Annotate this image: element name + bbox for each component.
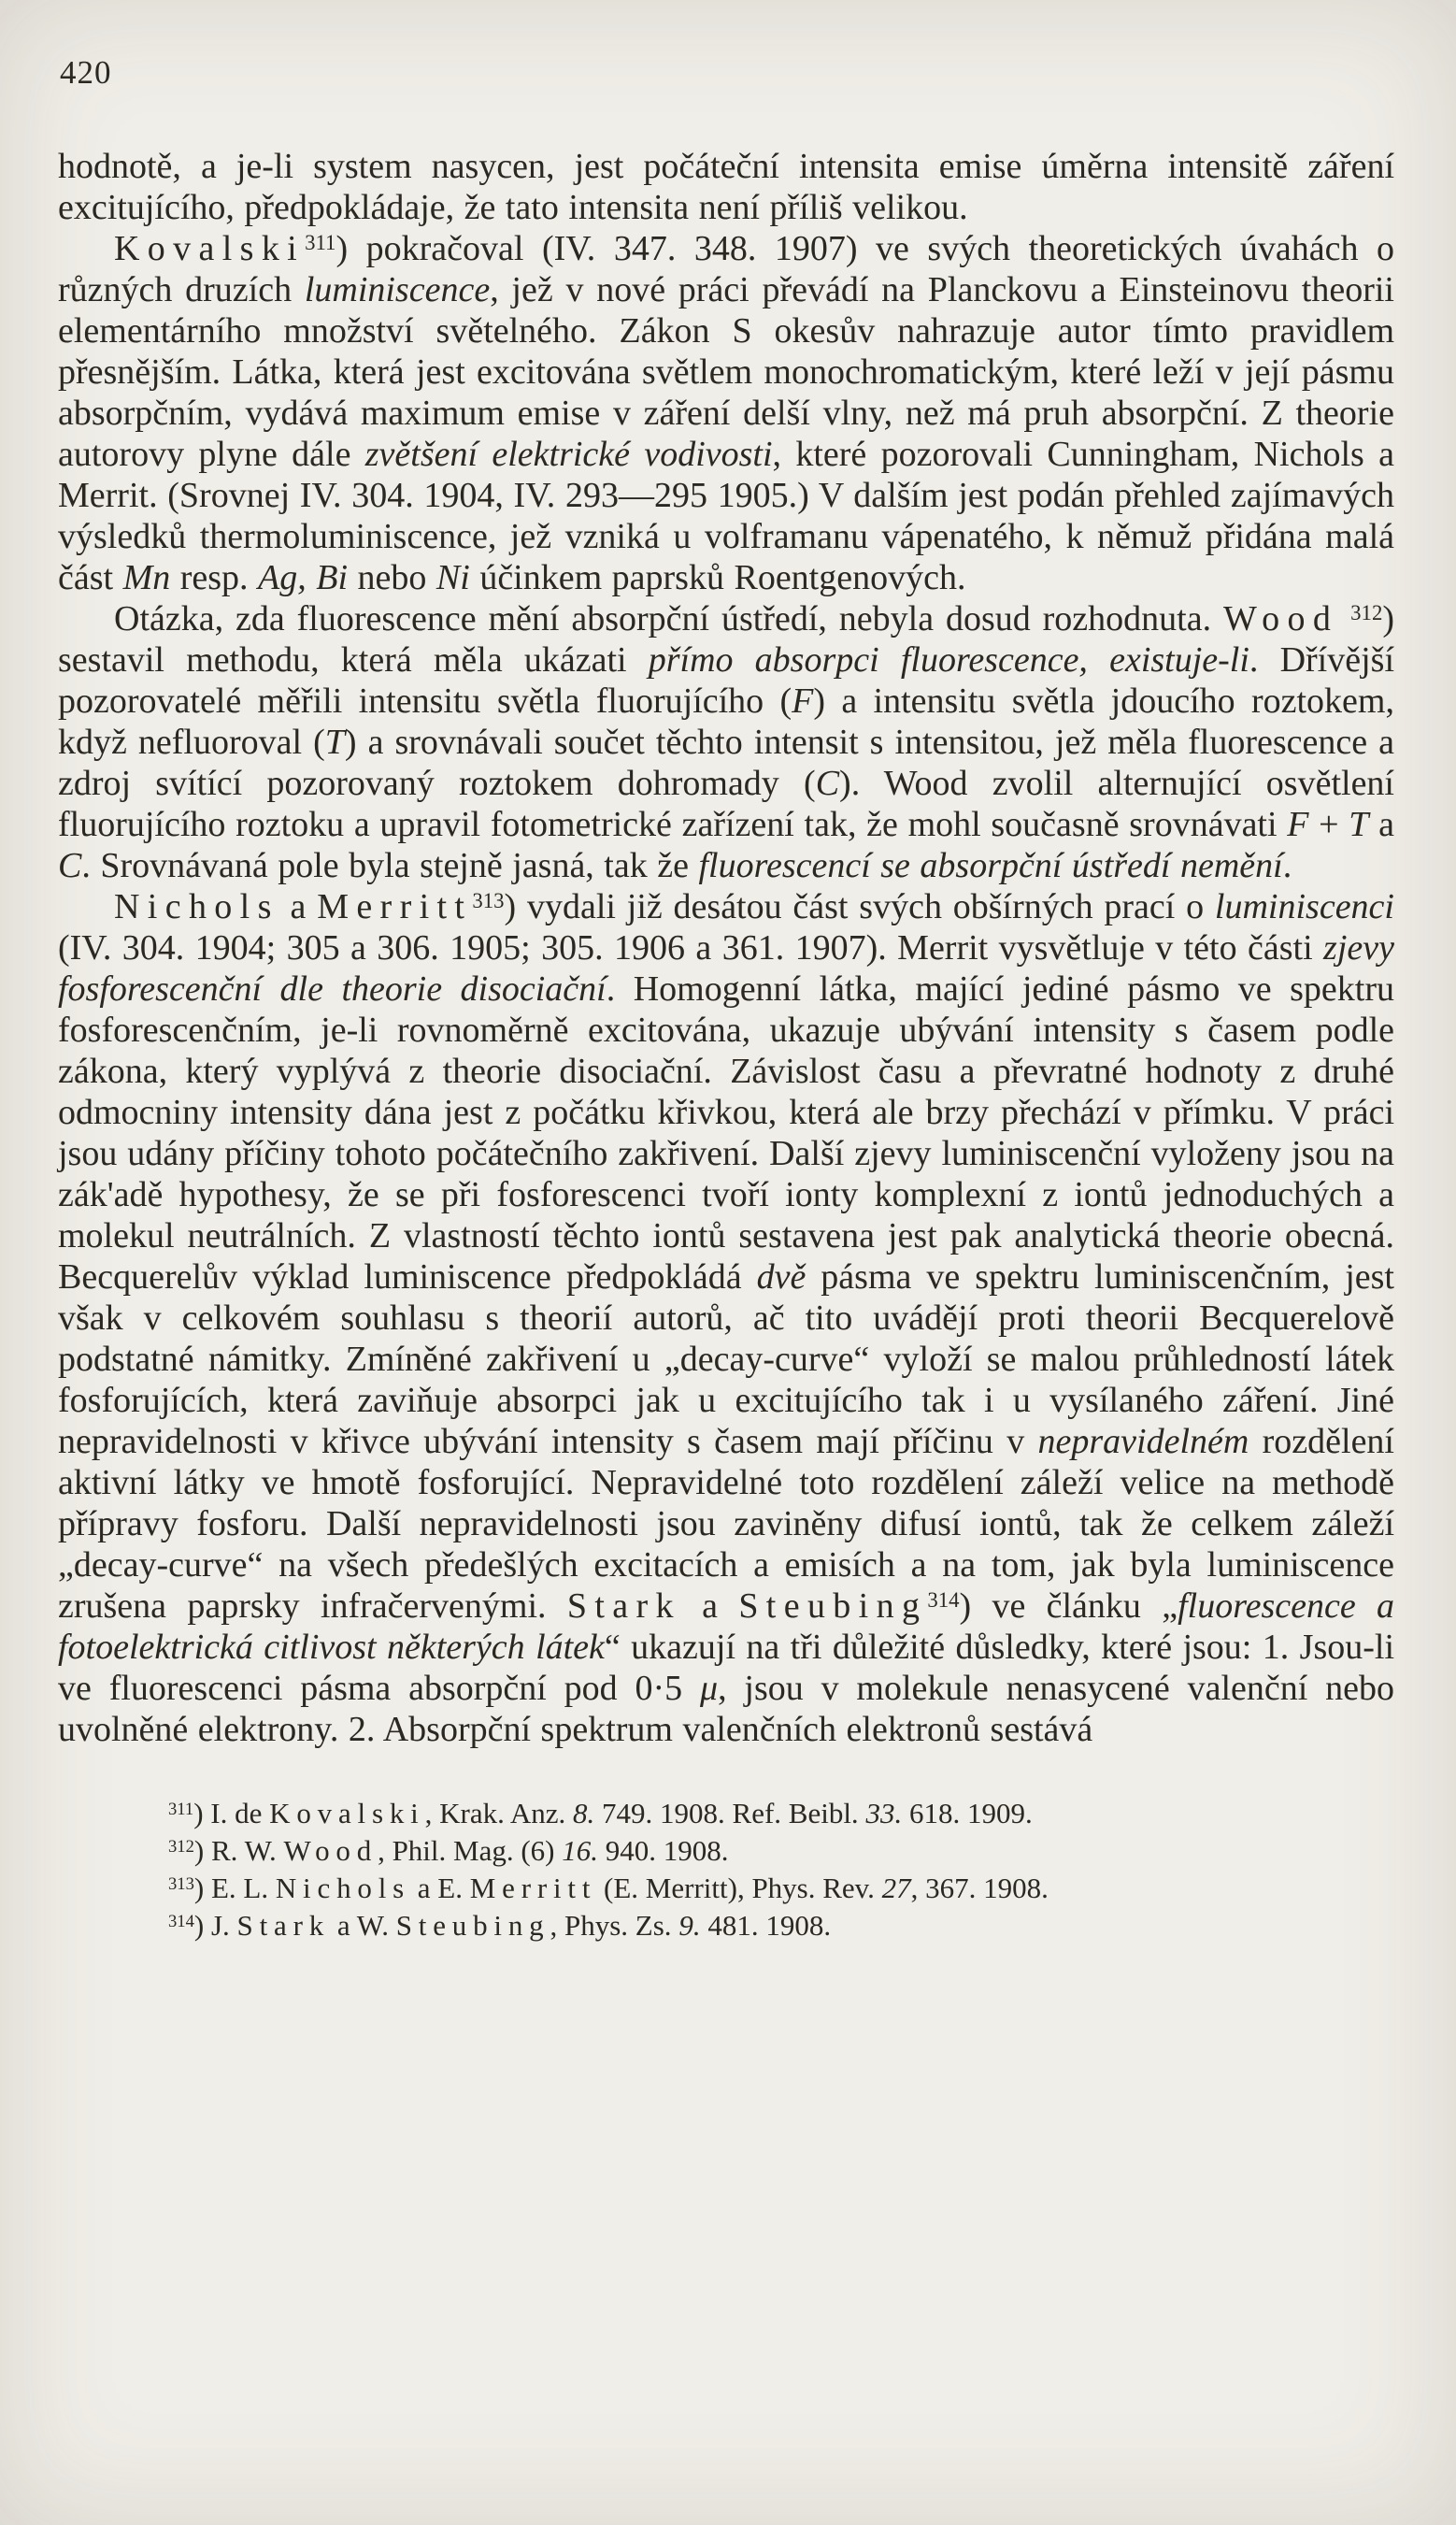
page-number: 420 <box>60 54 112 91</box>
paragraph-continuation: hodnotě, a je-li system nasycen, jest počáteční intensita emise úměrna intensitě záření excitujícího, předpokládaje, že tato intensita není příliš velikou. <box>58 147 1394 227</box>
paragraph-nichols-merritt: Nichols a Merritt$^{313}$) vydali již desátou část svých obšírných prací o luminiscenci (IV. 304. 1904; 305 a 306. 1905; 305. 1906 a 361. 1907). Merrit vysvětluje v této části zjevy fosforescenční dle theorie disociační. Homogenní látka, mající jediné pásmo ve spektru fosforescenčním, je-li rovnoměrně excitována, ukazuje ubývání intensity s časem podle zákona, který vyplývá z theorie disociační. Závislost času a převratné hodnoty z druhé odmocniny intensity dána jest z počátku křivkou, která ale brzy přechází v přímku. V práci jsou udány příčiny tohoto počátečního zakřivení. Další zjevy luminiscenční vyloženy jsou na zák'adě hypothesy, že se při fosforescenci tvoří ionty komplexní z iontů jednoduchých a molekul neutrálních. Z vlastností těchto iontů sestavena jest pak analytická theorie obecná. Becquerelův výklad luminiscence předpokládá dvě pásma ve spektru luminiscenčním, jest však v celkovém souhlasu s theorií autorů, ač tito uvádějí proti theorii Becquerelově podstatné námitky. Zmíněné zakřivení u „decay-curve“ vyloží se malou průhledností látek fosforujících, která zaviňuje absorpci jak u excitujícího tak i u vysílaného záření. Jiné nepravidelnosti v křivce ubývání intensity s časem mají příčinu v nepravidelném rozdělení aktivní látky ve hmotě fosforující. Nepravidelné toto rozdělení záleží velice na methodě přípravy fosforu. Další nepravidelnosti jsou zaviněny difusí iontů, tak že celkem záleží „decay-curve“ na všech předešlých excitacích a emisích a na tom, jak byla luminiscence zrušena paprsky infračervenými. Stark a Steubing$^{314}$) ve článku „fluorescence a fotoelektrická citlivost některých látek“ ukazují na tři důležité důsledky, které jsou: 1. Jsou-li ve fluorescenci pásma absorpční pod 0·5 μ, jsou v molekule nenasycené valenční nebo uvolněné elektrony. 2. Absorpční spektrum valenčních elektronů sestává <box>58 887 1394 1749</box>
footnote-314: $^{314}$) J. Stark a W. Steubing, Phys. Zs. 9. 481. 1908. <box>168 1909 832 1942</box>
paragraph-wood: Otázka, zda fluorescence mění absorpční ústředí, nebyla dosud rozhodnuta. Wood $^{312}$) sestavil methodu, která měla ukázati přímo absorpci fluorescence, existuje-li. Dřívější pozorovatelé měřili intensitu světla fluorujícího (F) a intensitu světla jdoucího roztokem, když nefluoroval (T) a srovnávali součet těchto intensit s intensitou, jež měla fluorescence a zdroj svítící pozorovaný roztokem dohromady (C). Wood zvolil alternující osvětlení fluorujícího roztoku a upravil fotometrické zařízení tak, že mohl současně srovnávati F + T a C. Srovnávaná pole byla stejně jasná, tak že fluorescencí se absorpční ústředí nemění. <box>58 599 1394 885</box>
paragraph-kovalski: Kovalski$^{311}$) pokračoval (IV. 347. 348. 1907) ve svých theoretických úvahách o různých druzích luminiscence, jež v nové práci převádí na Planckovu a Einsteinovu theorii elementárního množství světelného. Zákon S okesův nahrazuje autor tímto pravidlem přesnějším. Látka, která jest excitována světlem monochromatickým, které leží v její pásmu absorpčním, vydává maximum emise v záření delší vlny, než má pruh absorpční. Z theorie autorovy plyne dále zvětšení elektrické vodivosti, které pozorovali Cunningham, Nichols a Merrit. (Srovnej IV. 304. 1904, IV. 293—295 1905.) V dalším jest podán přehled zajímavých výsledků thermoluminiscence, jež vzniká u volframanu vápenatého, k němuž přidána malá část Mn resp. Ag, Bi nebo Ni účinkem paprsků Roentgenových. <box>58 229 1394 597</box>
main-text <box>58 146 1394 1750</box>
footnote-313: $^{313}$) E. L. Nichols a E. Merritt (E. Merritt), Phys. Rev. 27, 367. 1908. <box>168 1872 1049 1904</box>
footnote-311: $^{311}$) I. de Kovalski, Krak. Anz. 8. 749. 1908. Ref. Beibl. 33. 618. 1909. <box>168 1797 1033 1829</box>
footnotes <box>58 1795 1394 1944</box>
footnote-312: $^{312}$) R. W. Wood, Phil. Mag. (6) 16. 940. 1908. <box>168 1834 729 1867</box>
